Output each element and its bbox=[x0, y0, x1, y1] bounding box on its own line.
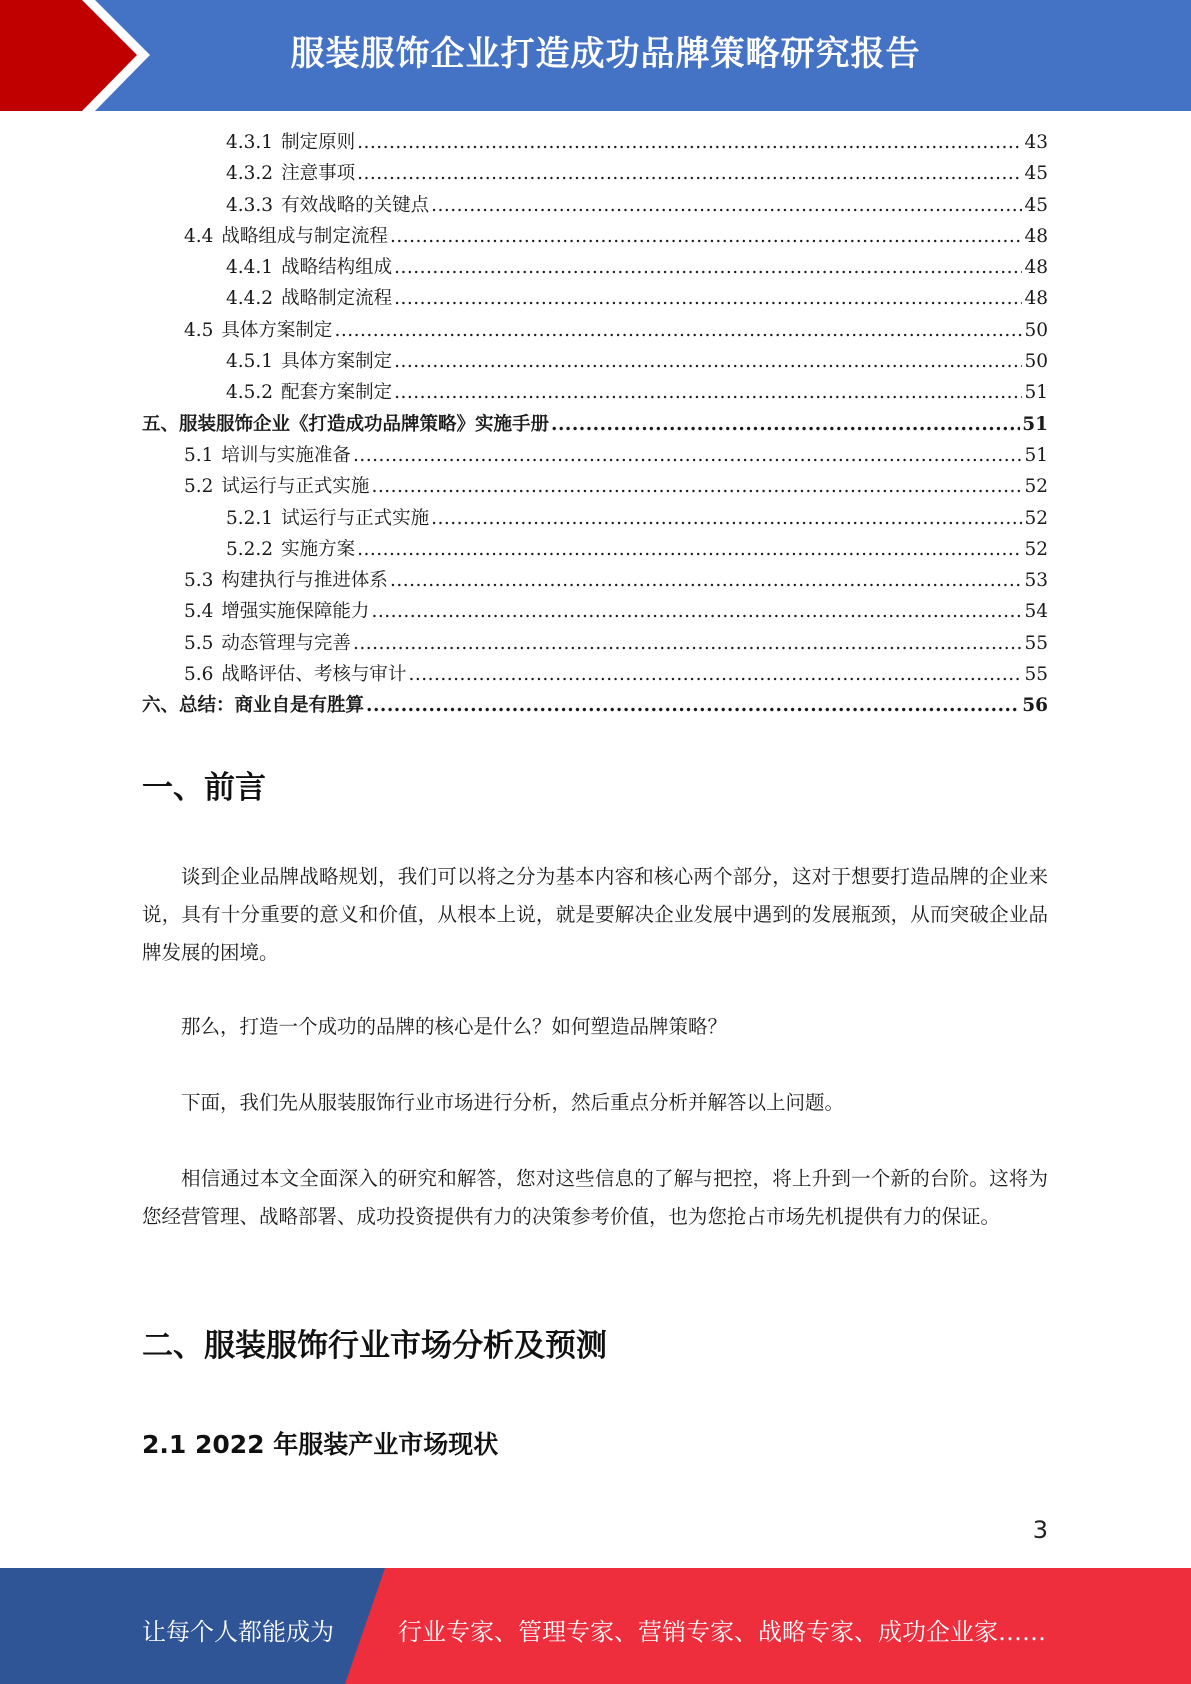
toc-entry[interactable] bbox=[142, 628, 1048, 659]
toc-entry[interactable] bbox=[142, 659, 1048, 690]
toc-entry-page: 55 bbox=[1024, 632, 1048, 654]
page-number: 3 bbox=[1032, 1516, 1048, 1544]
toc-entry-page: 50 bbox=[1024, 351, 1048, 373]
toc-entry[interactable] bbox=[142, 190, 1048, 221]
toc-entry-page: 52 bbox=[1024, 476, 1048, 498]
toc-dot-leader bbox=[408, 659, 1022, 690]
toc-entry-number: 5.6 bbox=[184, 664, 214, 686]
toc-entry-label: 试运行与正式实施 bbox=[221, 476, 370, 498]
toc-dot-leader bbox=[431, 190, 1022, 221]
toc-entry-label: 配套方案制定 bbox=[281, 382, 393, 404]
toc-entry[interactable] bbox=[142, 315, 1048, 346]
toc-dot-leader bbox=[394, 377, 1022, 408]
toc-entry[interactable] bbox=[142, 377, 1048, 408]
toc-entry-number: 5.3 bbox=[184, 570, 214, 592]
toc-entry-number: 4.4 bbox=[184, 225, 214, 247]
toc-dot-leader bbox=[394, 252, 1022, 283]
toc-entry-label: 五、服装服饰企业《打造成功品牌策略》实施手册 bbox=[142, 413, 550, 435]
toc-entry-number: 4.4.2 bbox=[226, 288, 274, 310]
toc-dot-leader bbox=[551, 409, 1020, 440]
toc-entry-number: 4.4.1 bbox=[226, 257, 274, 279]
toc-entry-number: 5.4 bbox=[184, 601, 214, 623]
toc-dot-leader bbox=[357, 158, 1022, 189]
toc-entry[interactable] bbox=[142, 534, 1048, 565]
toc-entry-page: 51 bbox=[1024, 382, 1048, 404]
section-heading-market: 二、服装服饰行业市场分析及预测 bbox=[142, 1328, 607, 1364]
toc-entry-number: 5.5 bbox=[184, 632, 214, 654]
table-of-contents bbox=[142, 127, 1048, 722]
toc-entry-page: 45 bbox=[1024, 194, 1048, 216]
toc-entry-number: 4.3.3 bbox=[226, 194, 274, 216]
section-heading-preface: 一、前言 bbox=[142, 770, 266, 806]
toc-entry-label: 试运行与正式实施 bbox=[281, 507, 430, 529]
toc-dot-leader bbox=[371, 596, 1022, 627]
toc-entry-page: 51 bbox=[1022, 413, 1048, 435]
toc-entry-page: 52 bbox=[1024, 507, 1048, 529]
toc-entry[interactable] bbox=[142, 690, 1048, 721]
paragraph-1: 谈到企业品牌战略规划，我们可以将之分为基本内容和核心两个部分，这对于想要打造品牌的企业来说，具有十分重要的意义和价值，从根本上说，就是要解决企业发展中遇到的发展瓶颈，从而突破企业品牌发展的困境。 bbox=[142, 865, 1048, 964]
toc-entry-number: 4.3.2 bbox=[226, 163, 274, 185]
toc-entry-number: 4.3.1 bbox=[226, 132, 274, 153]
toc-entry-number: 5.2 bbox=[184, 476, 214, 498]
toc-dot-leader bbox=[371, 471, 1022, 502]
toc-entry[interactable] bbox=[142, 440, 1048, 471]
toc-entry[interactable] bbox=[142, 283, 1048, 314]
toc-entry-label: 培训与实施准备 bbox=[221, 444, 351, 466]
toc-entry-page: 43 bbox=[1024, 132, 1048, 153]
toc-dot-leader bbox=[390, 221, 1023, 252]
toc-entry-page: 51 bbox=[1024, 444, 1048, 466]
header-title: 服装服饰企业打造成功品牌策略研究报告 bbox=[290, 34, 921, 74]
toc-entry-number: 4.5 bbox=[184, 319, 214, 341]
toc-entry-number: 4.5.1 bbox=[226, 351, 274, 373]
subsection-heading: 2.1 2022 年服装产业市场现状 bbox=[142, 1430, 499, 1459]
toc-entry-page: 48 bbox=[1024, 257, 1048, 279]
toc-entry-page: 54 bbox=[1024, 601, 1048, 623]
toc-entry-label: 战略结构组成 bbox=[281, 257, 393, 279]
toc-entry-number: 4.5.2 bbox=[226, 382, 274, 404]
toc-entry-label: 六、总结：商业自是有胜算 bbox=[142, 695, 365, 717]
toc-dot-leader bbox=[390, 565, 1023, 596]
toc-entry-page: 48 bbox=[1024, 225, 1048, 247]
toc-entry-label: 战略制定流程 bbox=[281, 288, 393, 310]
toc-entry[interactable] bbox=[142, 346, 1048, 377]
toc-entry-label: 具体方案制定 bbox=[221, 319, 333, 341]
toc-dot-leader bbox=[353, 440, 1023, 471]
toc-dot-leader bbox=[334, 315, 1022, 346]
toc-entry[interactable] bbox=[142, 127, 1048, 158]
toc-dot-leader bbox=[394, 283, 1022, 314]
toc-entry-label: 动态管理与完善 bbox=[221, 632, 351, 654]
toc-entry[interactable] bbox=[142, 409, 1048, 440]
toc-dot-leader bbox=[366, 690, 1020, 721]
paragraph-2: 那么，打造一个成功的品牌的核心是什么？如何塑造品牌策略？ bbox=[181, 1015, 728, 1038]
toc-entry[interactable] bbox=[142, 252, 1048, 283]
toc-dot-leader bbox=[357, 534, 1022, 565]
page-header bbox=[0, 0, 1191, 111]
toc-dot-leader bbox=[394, 346, 1022, 377]
toc-entry[interactable] bbox=[142, 158, 1048, 189]
toc-entry-label: 注意事项 bbox=[281, 163, 356, 185]
toc-entry-label: 战略组成与制定流程 bbox=[221, 225, 388, 247]
toc-entry[interactable] bbox=[142, 596, 1048, 627]
toc-entry-number: 5.2.2 bbox=[226, 538, 274, 560]
toc-entry[interactable] bbox=[142, 471, 1048, 502]
paragraph-4: 相信通过本文全面深入的研究和解答，您对这些信息的了解与把控，将上升到一个新的台阶。这将为您经营管理、战略部署、成功投资提供有力的决策参考价值，也为您抢占市场先机提供有力的保证。 bbox=[142, 1167, 1048, 1228]
toc-entry-page: 56 bbox=[1022, 695, 1048, 717]
toc-entry-page: 52 bbox=[1024, 538, 1048, 560]
footer-slogan-left: 让每个人都能成为 bbox=[142, 1618, 334, 1646]
toc-dot-leader bbox=[353, 628, 1023, 659]
page-footer bbox=[0, 1568, 1191, 1684]
toc-entry-page: 53 bbox=[1024, 570, 1048, 592]
toc-entry-page: 45 bbox=[1024, 163, 1048, 185]
toc-entry[interactable] bbox=[142, 503, 1048, 534]
toc-entry-page: 50 bbox=[1024, 319, 1048, 341]
toc-entry[interactable] bbox=[142, 221, 1048, 252]
toc-entry-label: 制定原则 bbox=[281, 132, 356, 153]
footer-slogan-right: 行业专家、管理专家、营销专家、战略专家、成功企业家…… bbox=[398, 1618, 1046, 1646]
toc-entry[interactable] bbox=[142, 565, 1048, 596]
toc-entry-label: 实施方案 bbox=[281, 538, 356, 560]
toc-entry-label: 战略评估、考核与审计 bbox=[221, 664, 407, 686]
toc-entry-page: 55 bbox=[1024, 664, 1048, 686]
toc-entry-number: 5.1 bbox=[184, 444, 214, 466]
toc-entry-label: 增强实施保障能力 bbox=[221, 601, 370, 623]
toc-entry-number: 5.2.1 bbox=[226, 507, 274, 529]
toc-entry-page: 48 bbox=[1024, 288, 1048, 310]
toc-entry-label: 有效战略的关键点 bbox=[281, 194, 430, 216]
paragraph-3: 下面，我们先从服装服饰行业市场进行分析，然后重点分析并解答以上问题。 bbox=[181, 1091, 845, 1114]
toc-entry-label: 构建执行与推进体系 bbox=[221, 570, 388, 592]
toc-dot-leader bbox=[431, 503, 1022, 534]
toc-dot-leader bbox=[357, 127, 1022, 158]
toc-entry-label: 具体方案制定 bbox=[281, 351, 393, 373]
